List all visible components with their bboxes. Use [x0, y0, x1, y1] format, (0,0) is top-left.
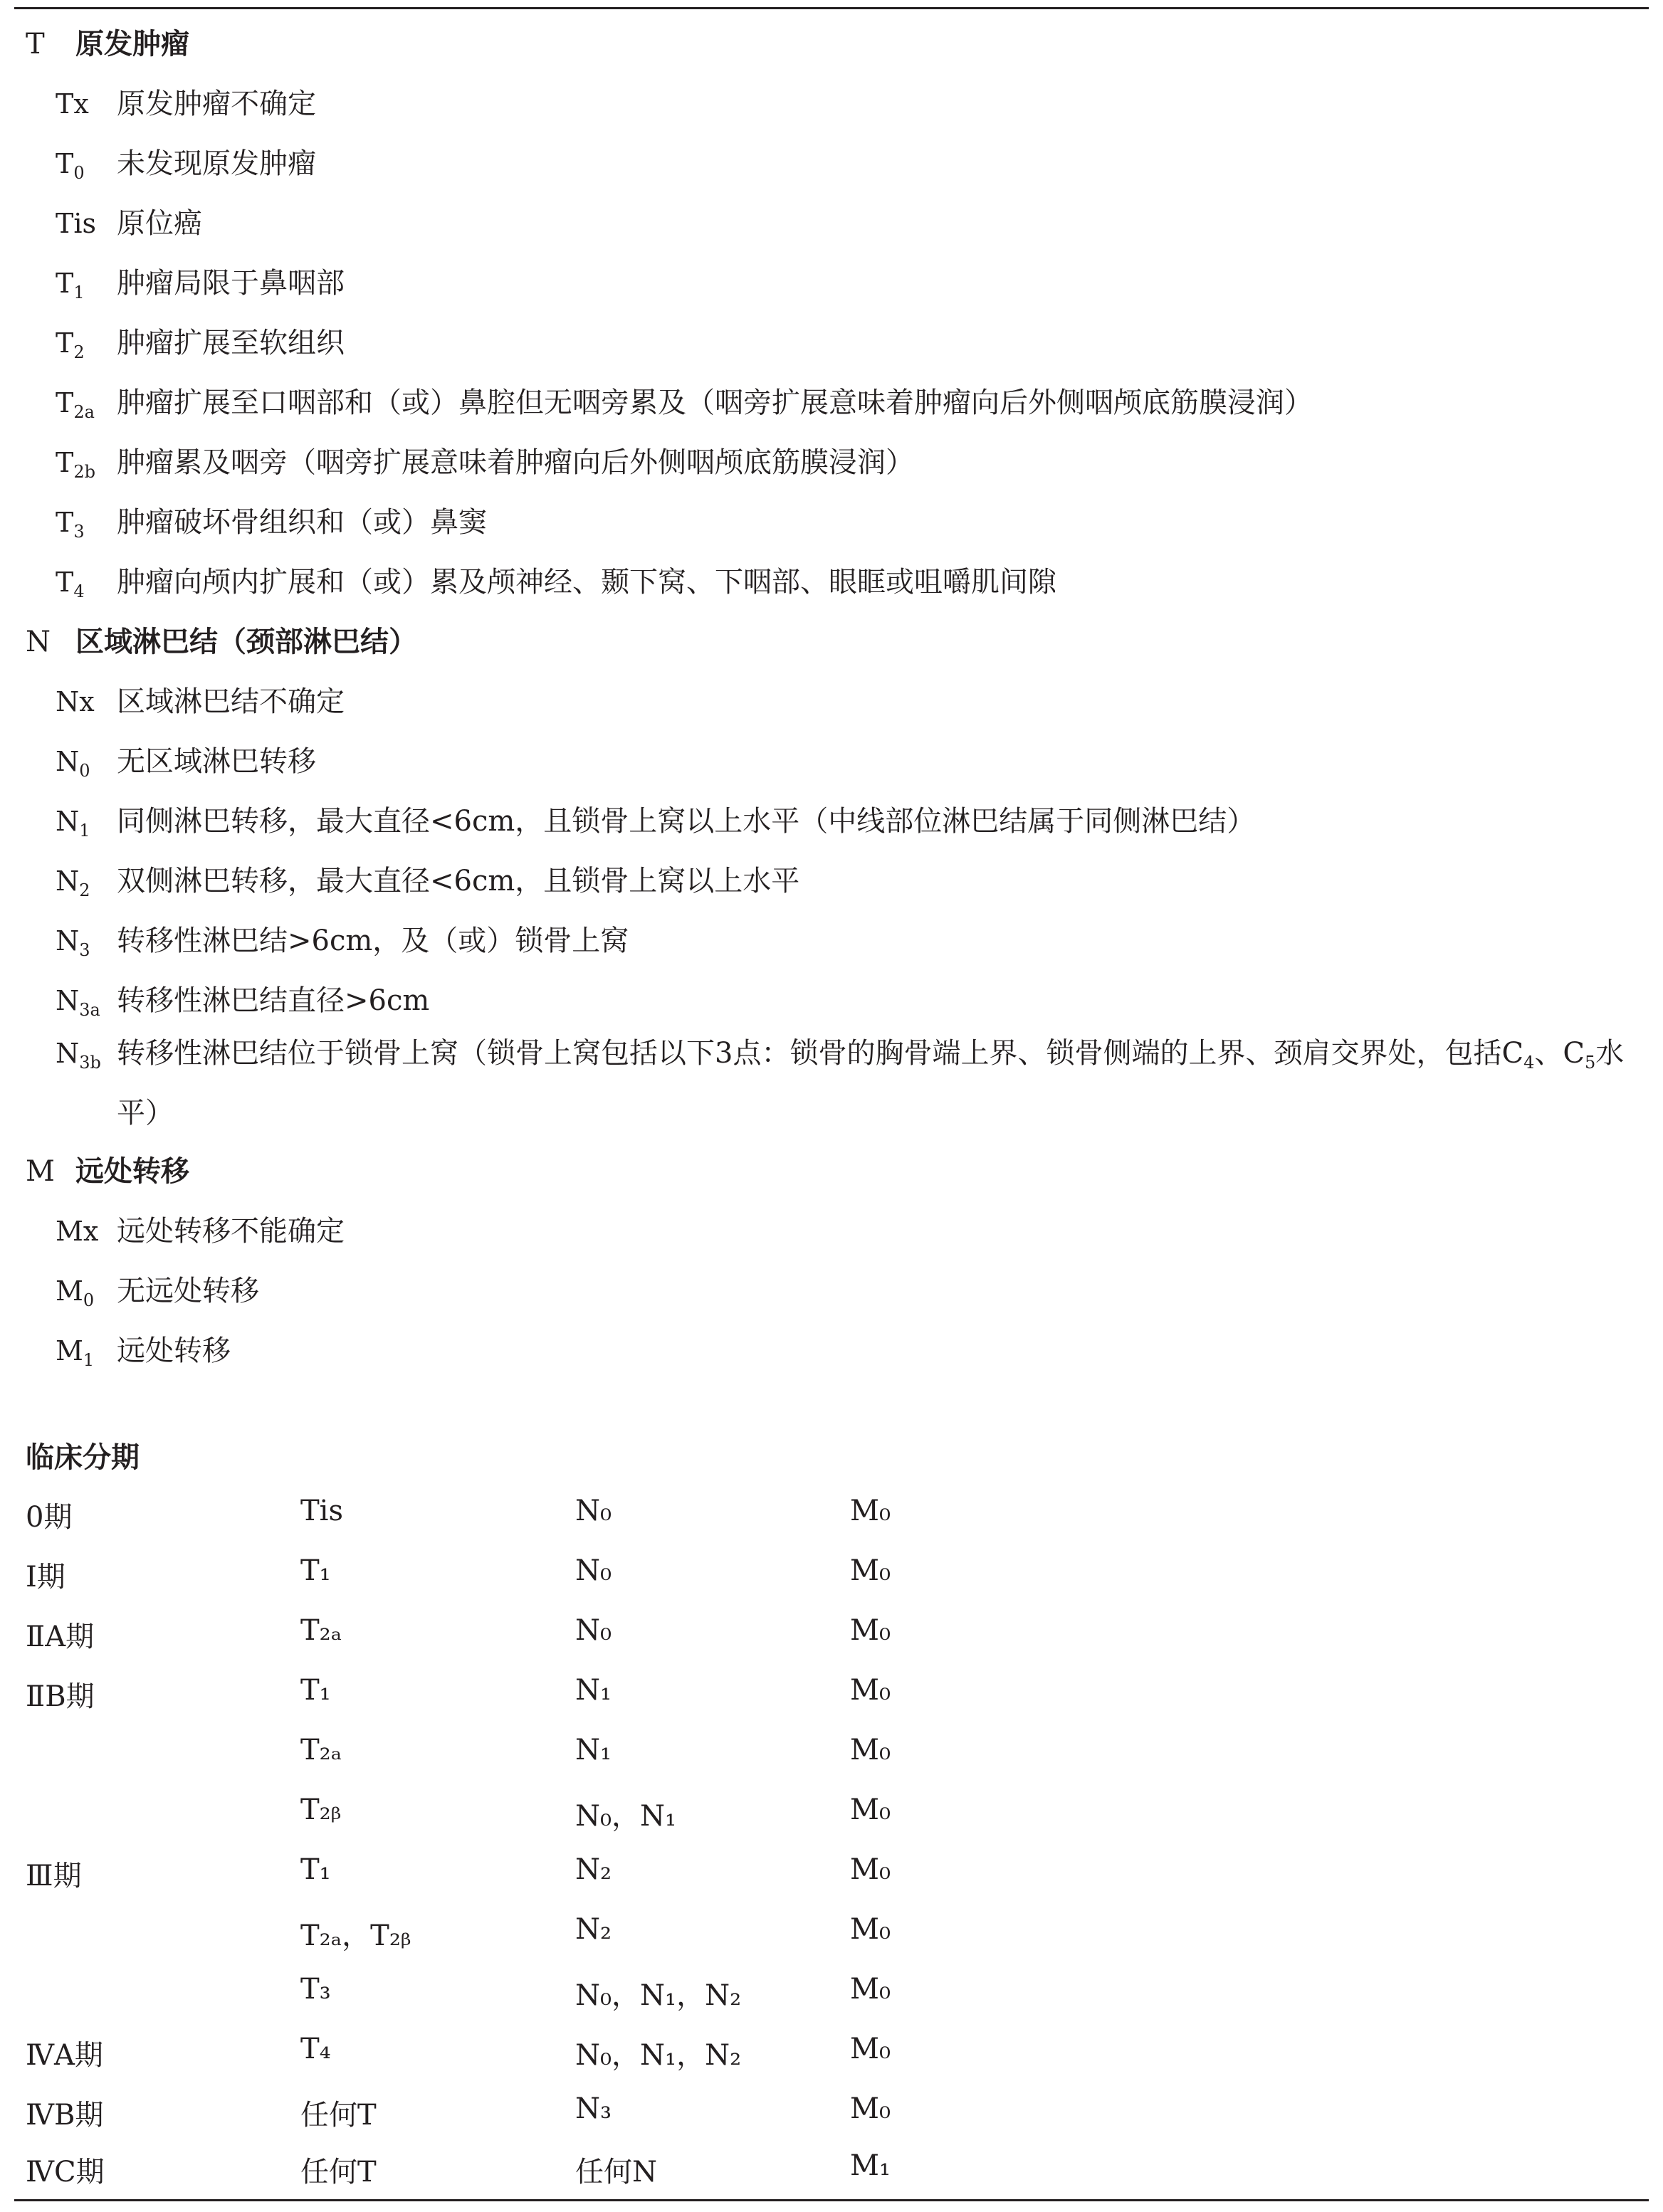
m-cell: M₁: [850, 2149, 891, 2182]
code: $N_{3b}$: [56, 1038, 101, 1073]
n-cell: N₀: [575, 1495, 612, 1527]
m-cell: M₀: [850, 1674, 891, 1707]
code: Tx: [56, 88, 89, 120]
t-cell: T₃: [300, 1973, 331, 2006]
stage-cell: ⅡB期: [26, 1680, 95, 1713]
n-item-0: $N_0$ 无区域淋巴转移: [56, 745, 316, 781]
code: $N_2$: [56, 865, 90, 900]
n-cell: N₀，N₁，N₂: [575, 1979, 742, 2012]
m-item-1: $M_1$ 远处转移: [56, 1334, 231, 1370]
t-item-2b: $T_{2b}$ 肿瘤累及咽旁（咽旁扩展意味着肿瘤向后外侧咽颅底筋膜浸润）: [56, 446, 914, 482]
t-item-is: Tis 原位癌: [56, 207, 202, 240]
m-item-x: Mx 远处转移不能确定: [56, 1215, 345, 1248]
stage-cell: Ⅲ期: [26, 1860, 82, 1892]
code: $N_1$: [56, 806, 90, 841]
t-item-x: Tx 原发肿瘤不确定: [56, 88, 316, 120]
n-item-3b: $N_{3b}$ 转移性淋巴结位于锁骨上窝（锁骨上窝包括以下3点：锁骨的胸骨端上界、锁骨侧端的上界、颈肩交界处，包括$C_4$、$C_5$水平）: [56, 1023, 1642, 1143]
code: $T_0$: [56, 148, 85, 183]
m-cell: M₀: [850, 1973, 891, 2006]
code: $N_3$: [56, 925, 90, 960]
code: $T_1$: [56, 268, 85, 302]
m-cell: M₀: [850, 1794, 891, 1826]
n-cell: N₀，N₁: [575, 1800, 677, 1833]
section-t-heading: T 原发肿瘤: [26, 28, 189, 60]
n-cell: N₀，N₁，N₂: [575, 2039, 742, 2072]
code: Nx: [56, 686, 95, 717]
m-cell: M₀: [850, 2033, 891, 2065]
code: $T_4$: [56, 567, 85, 601]
n-item-1: $N_1$ 同侧淋巴转移，最大直径<6cm，且锁骨上窝以上水平（中线部位淋巴结属于同侧淋巴结）: [56, 805, 1256, 841]
t-cell: Tis: [300, 1495, 343, 1527]
t-item-4: $T_4$ 肿瘤向颅内扩展和（或）累及颅神经、颞下窝、下咽部、眼眶或咀嚼肌间隙: [56, 566, 1056, 601]
n-cell: N₂: [575, 1853, 612, 1886]
stage-cell: 0期: [26, 1501, 73, 1534]
section-n-heading: N 区域淋巴结（颈部淋巴结）: [26, 626, 417, 658]
t-item-0: $T_0$ 未发现原发肿瘤: [56, 147, 316, 183]
code: $T_{2b}$: [56, 447, 95, 482]
n-cell: N₀: [575, 1554, 612, 1587]
m-cell: M₀: [850, 1495, 891, 1527]
t-cell: T₁: [300, 1853, 331, 1886]
bottom-rule: [14, 2199, 1649, 2201]
n-cell: N₀: [575, 1614, 612, 1647]
n-cell: N₁: [575, 1674, 612, 1707]
stage-cell: ⅣA期: [26, 2039, 103, 2072]
m-cell: M₀: [850, 2092, 891, 2125]
t-cell: T₂ᵦ: [300, 1794, 342, 1826]
t-cell: T₁: [300, 1674, 331, 1707]
n-cell: N₂: [575, 1913, 612, 1946]
t-item-2: $T_2$ 肿瘤扩展至软组织: [56, 327, 345, 362]
stage-cell: ⅣB期: [26, 2099, 104, 2132]
n-cell: N₃: [575, 2092, 612, 2125]
n-item-3a: $N_{3a}$ 转移性淋巴结直径>6cm: [56, 984, 430, 1020]
stage-cell: ⅡA期: [26, 1621, 95, 1653]
t-item-3: $T_3$ 肿瘤破坏骨组织和（或）鼻窦: [56, 506, 487, 542]
t-cell: T₂ₐ: [300, 1614, 342, 1647]
stage-cell: Ⅰ期: [26, 1561, 65, 1594]
code: $T_3$: [56, 507, 85, 542]
code: $T_2$: [56, 327, 85, 362]
t-item-2a: $T_{2a}$ 肿瘤扩展至口咽部和（或）鼻腔但无咽旁累及（咽旁扩展意味着肿瘤向后外侧咽颅底筋膜浸润）: [56, 386, 1313, 422]
n-item-x: Nx 区域淋巴结不确定: [56, 685, 345, 718]
staging-title: 临床分期: [26, 1441, 140, 1474]
m-cell: M₀: [850, 1913, 891, 1946]
m-item-0: $M_0$ 无远处转移: [56, 1275, 259, 1310]
m-cell: M₀: [850, 1734, 891, 1766]
t-cell: 任何T: [300, 2099, 377, 2132]
code: $M_1$: [56, 1335, 95, 1370]
t-cell: T₁: [300, 1554, 331, 1587]
n-item-3: $N_3$ 转移性淋巴结>6cm，及（或）锁骨上窝: [56, 925, 629, 960]
t-item-1: $T_1$ 肿瘤局限于鼻咽部: [56, 267, 345, 302]
t-cell: T₂ₐ: [300, 1734, 342, 1766]
n-cell: N₁: [575, 1734, 612, 1766]
n-cell: 任何N: [575, 2156, 657, 2189]
t-cell: T₄: [300, 2033, 331, 2065]
t-cell: T₂ₐ，T₂ᵦ: [300, 1919, 411, 1952]
code: $T_{2a}$: [56, 387, 95, 422]
code: Tis: [56, 208, 97, 239]
code: $M_0$: [56, 1275, 95, 1310]
m-cell: M₀: [850, 1853, 891, 1886]
code: $N_{3a}$: [56, 985, 100, 1020]
top-rule: [14, 7, 1649, 9]
m-cell: M₀: [850, 1554, 891, 1587]
m-cell: M₀: [850, 1614, 891, 1647]
stage-cell: ⅣC期: [26, 2156, 105, 2189]
n-item-2: $N_2$ 双侧淋巴转移，最大直径<6cm，且锁骨上窝以上水平: [56, 865, 800, 900]
code: Mx: [56, 1216, 99, 1247]
code: $N_0$: [56, 746, 90, 781]
t-cell: 任何T: [300, 2156, 377, 2189]
section-m-heading: M 远处转移: [26, 1155, 189, 1188]
